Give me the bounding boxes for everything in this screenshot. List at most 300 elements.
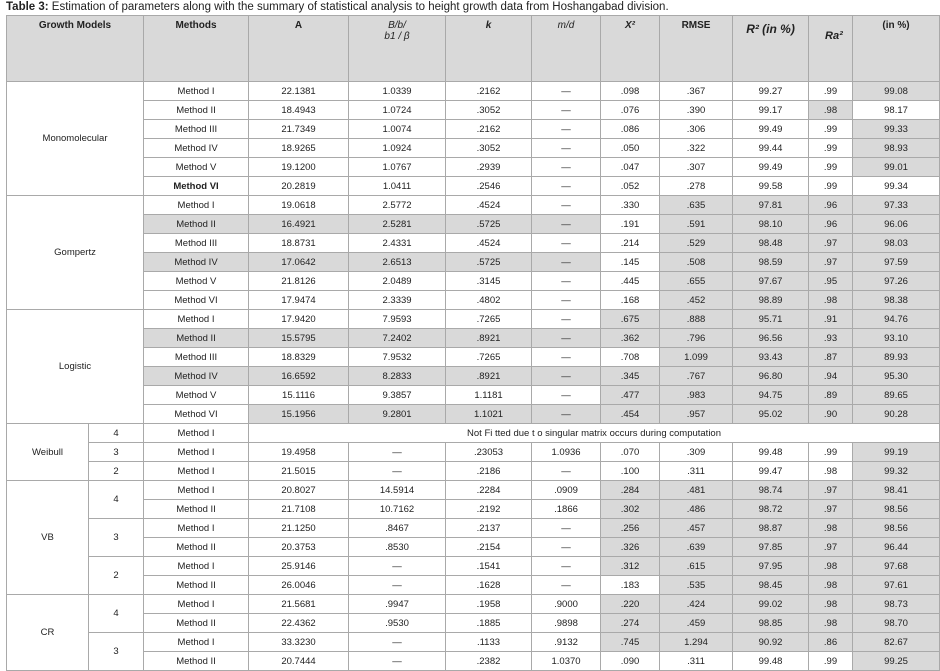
r2-cell: 99.27 <box>733 82 809 101</box>
r2-cell: 93.43 <box>733 348 809 367</box>
ra-cell: .98 <box>809 291 853 310</box>
b-cell: .9947 <box>349 595 446 614</box>
r2-cell: 98.48 <box>733 234 809 253</box>
md-cell: 1.0936 <box>532 443 601 462</box>
r2-cell: 98.74 <box>733 481 809 500</box>
method-cell: Method I <box>144 481 249 500</box>
b-cell: 1.0724 <box>349 101 446 120</box>
method-cell: Method II <box>144 500 249 519</box>
r2-cell: 98.87 <box>733 519 809 538</box>
pct-cell: 97.61 <box>853 576 940 595</box>
md-cell: — <box>532 557 601 576</box>
method-cell: Method IV <box>144 367 249 386</box>
k-cell: .2162 <box>446 120 532 139</box>
method-cell: Method V <box>144 158 249 177</box>
b-cell: .9530 <box>349 614 446 633</box>
a-cell: 33.3230 <box>249 633 349 652</box>
table-caption <box>6 1 669 13</box>
r2-cell: 99.44 <box>733 139 809 158</box>
rmse-cell: .767 <box>660 367 733 386</box>
model-gompertz: Gompertz <box>7 196 144 310</box>
k-cell: .4524 <box>446 234 532 253</box>
b-cell: 10.7162 <box>349 500 446 519</box>
a-cell: 20.3753 <box>249 538 349 557</box>
a-cell: 15.5795 <box>249 329 349 348</box>
r2-cell: 96.56 <box>733 329 809 348</box>
pct-cell: 98.41 <box>853 481 940 500</box>
rmse-cell: .529 <box>660 234 733 253</box>
rmse-cell: .635 <box>660 196 733 215</box>
method-cell: Method VI <box>144 405 249 424</box>
r2-cell: 97.95 <box>733 557 809 576</box>
b-cell: — <box>349 652 446 671</box>
md-cell: — <box>532 139 601 158</box>
pct-cell: 99.25 <box>853 652 940 671</box>
pct-cell: 99.33 <box>853 120 940 139</box>
pct-cell: 82.67 <box>853 633 940 652</box>
b-cell: 1.0411 <box>349 177 446 196</box>
k-cell: 1.1021 <box>446 405 532 424</box>
a-cell: 21.5681 <box>249 595 349 614</box>
b-cell: 9.2801 <box>349 405 446 424</box>
table-row <box>7 139 940 158</box>
b-cell: 2.4331 <box>349 234 446 253</box>
x2-cell: .052 <box>601 177 660 196</box>
method-cell: Method I <box>144 82 249 101</box>
method-cell: Method I <box>144 633 249 652</box>
ra-cell: .97 <box>809 253 853 272</box>
x2-cell: .191 <box>601 215 660 234</box>
table-row <box>7 215 940 234</box>
model-monomolecular: Monomolecular <box>7 82 144 196</box>
b-cell: 7.9593 <box>349 310 446 329</box>
header-row <box>7 16 940 82</box>
r2-cell: 98.10 <box>733 215 809 234</box>
rmse-cell: .796 <box>660 329 733 348</box>
md-cell: — <box>532 196 601 215</box>
method-cell: Method I <box>144 595 249 614</box>
b-cell: 2.6513 <box>349 253 446 272</box>
x2-cell: .076 <box>601 101 660 120</box>
r2-cell: 99.58 <box>733 177 809 196</box>
b-cell: 14.5914 <box>349 481 446 500</box>
k-cell: .2382 <box>446 652 532 671</box>
k-cell: .2137 <box>446 519 532 538</box>
ra-cell: .98 <box>809 519 853 538</box>
rmse-cell: .655 <box>660 272 733 291</box>
rmse-cell: .390 <box>660 101 733 120</box>
b-cell: 1.0074 <box>349 120 446 139</box>
pct-cell: 90.28 <box>853 405 940 424</box>
pct-cell: 96.06 <box>853 215 940 234</box>
k-cell: .2154 <box>446 538 532 557</box>
k-cell: .3052 <box>446 139 532 158</box>
x2-cell: .100 <box>601 462 660 481</box>
k-cell: .2939 <box>446 158 532 177</box>
b-cell: — <box>349 633 446 652</box>
r2-cell: 99.47 <box>733 462 809 481</box>
rmse-cell: .367 <box>660 82 733 101</box>
x2-cell: .047 <box>601 158 660 177</box>
method-cell: Method I <box>144 557 249 576</box>
pct-cell: 99.32 <box>853 462 940 481</box>
pct-cell: 98.38 <box>853 291 940 310</box>
a-cell: 18.8731 <box>249 234 349 253</box>
x2-cell: .098 <box>601 82 660 101</box>
r2-cell: 97.85 <box>733 538 809 557</box>
md-cell: — <box>532 538 601 557</box>
md-cell: — <box>532 272 601 291</box>
table-row <box>7 405 940 424</box>
method-cell: Method II <box>144 329 249 348</box>
a-cell: 18.4943 <box>249 101 349 120</box>
r2-cell: 97.81 <box>733 196 809 215</box>
rmse-cell: .888 <box>660 310 733 329</box>
b-cell: 2.3339 <box>349 291 446 310</box>
table-row <box>7 291 940 310</box>
a-cell: 21.7108 <box>249 500 349 519</box>
method-cell: Method I <box>144 443 249 462</box>
x2-cell: .345 <box>601 367 660 386</box>
md-cell: — <box>532 291 601 310</box>
ra-cell: .97 <box>809 500 853 519</box>
md-cell: — <box>532 310 601 329</box>
header-rmse: RMSE <box>660 16 733 82</box>
pct-cell: 98.03 <box>853 234 940 253</box>
method-cell: Method VI <box>144 291 249 310</box>
rmse-cell: .639 <box>660 538 733 557</box>
x2-cell: .145 <box>601 253 660 272</box>
rmse-cell: .307 <box>660 158 733 177</box>
md-cell: .9000 <box>532 595 601 614</box>
table-row <box>7 234 940 253</box>
b-cell: 2.5281 <box>349 215 446 234</box>
model-logistic: Logistic <box>7 310 144 424</box>
k-cell: .2284 <box>446 481 532 500</box>
subgroup-cell: 2 <box>89 557 144 595</box>
md-cell: — <box>532 462 601 481</box>
k-cell: .1133 <box>446 633 532 652</box>
table-row <box>7 519 940 538</box>
caption-label: Table 3: <box>6 1 49 13</box>
x2-cell: .708 <box>601 348 660 367</box>
k-cell: .2162 <box>446 82 532 101</box>
md-cell: — <box>532 101 601 120</box>
k-cell: .2186 <box>446 462 532 481</box>
rmse-cell: .983 <box>660 386 733 405</box>
x2-cell: .274 <box>601 614 660 633</box>
ra-cell: .97 <box>809 481 853 500</box>
a-cell: 22.1381 <box>249 82 349 101</box>
parameter-table <box>6 15 940 671</box>
x2-cell: .220 <box>601 595 660 614</box>
method-cell: Method V <box>144 272 249 291</box>
r2-cell: 90.92 <box>733 633 809 652</box>
x2-cell: .183 <box>601 576 660 595</box>
r2-cell: 98.59 <box>733 253 809 272</box>
rmse-cell: .278 <box>660 177 733 196</box>
md-cell: — <box>532 386 601 405</box>
x2-cell: .326 <box>601 538 660 557</box>
ra-cell: .99 <box>809 82 853 101</box>
x2-cell: .302 <box>601 500 660 519</box>
a-cell: 19.1200 <box>249 158 349 177</box>
k-cell: .4802 <box>446 291 532 310</box>
ra-cell: .99 <box>809 158 853 177</box>
md-cell: — <box>532 253 601 272</box>
md-cell: — <box>532 367 601 386</box>
table-row <box>7 386 940 405</box>
k-cell: .4524 <box>446 196 532 215</box>
x2-cell: .477 <box>601 386 660 405</box>
header-ra2: Ra² <box>809 16 853 82</box>
ra-cell: .99 <box>809 177 853 196</box>
r2-cell: 99.49 <box>733 158 809 177</box>
x2-cell: .168 <box>601 291 660 310</box>
ra-cell: .96 <box>809 196 853 215</box>
k-cell: .7265 <box>446 348 532 367</box>
b-cell: 9.3857 <box>349 386 446 405</box>
table-row <box>7 633 940 652</box>
a-cell: 17.9474 <box>249 291 349 310</box>
a-cell: 19.4958 <box>249 443 349 462</box>
method-cell: Method III <box>144 120 249 139</box>
md-cell: — <box>532 576 601 595</box>
table-row <box>7 367 940 386</box>
pct-cell: 98.93 <box>853 139 940 158</box>
ra-cell: .98 <box>809 557 853 576</box>
table-row <box>7 652 940 671</box>
table-row <box>7 576 940 595</box>
b-cell: 1.0924 <box>349 139 446 158</box>
ra-cell: .91 <box>809 310 853 329</box>
rmse-cell: .311 <box>660 462 733 481</box>
method-cell: Method IV <box>144 253 249 272</box>
k-cell: 1.1181 <box>446 386 532 405</box>
r2-cell: 99.49 <box>733 120 809 139</box>
ra-cell: .98 <box>809 462 853 481</box>
b-cell: 2.0489 <box>349 272 446 291</box>
rmse-cell: .481 <box>660 481 733 500</box>
pct-cell: 97.59 <box>853 253 940 272</box>
method-cell: Method VI <box>144 177 249 196</box>
a-cell: 18.8329 <box>249 348 349 367</box>
method-cell: Method II <box>144 652 249 671</box>
table-row <box>7 196 940 215</box>
a-cell: 17.0642 <box>249 253 349 272</box>
rmse-cell: .459 <box>660 614 733 633</box>
method-cell: Method I <box>144 519 249 538</box>
table-row <box>7 595 940 614</box>
a-cell: 15.1116 <box>249 386 349 405</box>
x2-cell: .312 <box>601 557 660 576</box>
table-row <box>7 177 940 196</box>
ra-cell: .93 <box>809 329 853 348</box>
ra-cell: .90 <box>809 405 853 424</box>
pct-cell: 99.19 <box>853 443 940 462</box>
pct-cell: 97.26 <box>853 272 940 291</box>
md-cell: — <box>532 519 601 538</box>
method-cell: Method I <box>144 310 249 329</box>
r2-cell: 94.75 <box>733 386 809 405</box>
pct-cell: 98.56 <box>853 519 940 538</box>
k-cell: .1541 <box>446 557 532 576</box>
r2-cell: 99.48 <box>733 443 809 462</box>
rmse-cell: .457 <box>660 519 733 538</box>
method-cell: Method V <box>144 386 249 405</box>
k-cell: .8921 <box>446 329 532 348</box>
r2-cell: 97.67 <box>733 272 809 291</box>
pct-cell: 98.56 <box>853 500 940 519</box>
md-cell: — <box>532 215 601 234</box>
a-cell: 20.7444 <box>249 652 349 671</box>
header-methods: Methods <box>144 16 249 82</box>
pct-cell: 96.44 <box>853 538 940 557</box>
b-cell: — <box>349 576 446 595</box>
method-cell: Method I <box>144 462 249 481</box>
k-cell: .8921 <box>446 367 532 386</box>
header-b-line2: b1 / β <box>384 31 410 42</box>
header-a: A <box>249 16 349 82</box>
a-cell: 19.0618 <box>249 196 349 215</box>
r2-cell: 99.48 <box>733 652 809 671</box>
ra-cell: .97 <box>809 234 853 253</box>
a-cell: 21.5015 <box>249 462 349 481</box>
ra-cell: .99 <box>809 443 853 462</box>
method-cell: Method II <box>144 614 249 633</box>
md-cell: .9898 <box>532 614 601 633</box>
table-row <box>7 481 940 500</box>
md-cell: .9132 <box>532 633 601 652</box>
x2-cell: .090 <box>601 652 660 671</box>
b-cell: — <box>349 557 446 576</box>
r2-cell: 98.72 <box>733 500 809 519</box>
table-row <box>7 310 940 329</box>
method-cell: Method I <box>144 424 249 443</box>
x2-cell: .256 <box>601 519 660 538</box>
pct-cell: 93.10 <box>853 329 940 348</box>
md-cell: — <box>532 405 601 424</box>
pct-cell: 99.08 <box>853 82 940 101</box>
a-cell: 21.8126 <box>249 272 349 291</box>
table-row <box>7 500 940 519</box>
method-cell: Method III <box>144 234 249 253</box>
ra-cell: .89 <box>809 386 853 405</box>
pct-cell: 97.68 <box>853 557 940 576</box>
b-cell: .8530 <box>349 538 446 557</box>
ra-cell: .98 <box>809 595 853 614</box>
md-cell: — <box>532 234 601 253</box>
b-cell: 8.2833 <box>349 367 446 386</box>
x2-cell: .086 <box>601 120 660 139</box>
method-cell: Method II <box>144 215 249 234</box>
table-row <box>7 158 940 177</box>
k-cell: .1885 <box>446 614 532 633</box>
rmse-cell: .322 <box>660 139 733 158</box>
rmse-cell: .309 <box>660 443 733 462</box>
table-row <box>7 538 940 557</box>
table-row <box>7 557 940 576</box>
k-cell: .3052 <box>446 101 532 120</box>
b-cell: — <box>349 462 446 481</box>
x2-cell: .362 <box>601 329 660 348</box>
table-row <box>7 348 940 367</box>
x2-cell: .330 <box>601 196 660 215</box>
pct-cell: 98.70 <box>853 614 940 633</box>
r2-cell: 99.17 <box>733 101 809 120</box>
md-cell: 1.0370 <box>532 652 601 671</box>
b-cell: 1.0767 <box>349 158 446 177</box>
pct-cell: 95.30 <box>853 367 940 386</box>
subgroup-cell: 4 <box>89 595 144 633</box>
table-row <box>7 329 940 348</box>
pct-cell: 97.33 <box>853 196 940 215</box>
k-cell: .1958 <box>446 595 532 614</box>
a-cell: 16.4921 <box>249 215 349 234</box>
rmse-cell: 1.099 <box>660 348 733 367</box>
header-k: k <box>446 16 532 82</box>
table-row <box>7 443 940 462</box>
pct-cell: 89.65 <box>853 386 940 405</box>
model-cr: CR <box>7 595 89 671</box>
md-cell: — <box>532 177 601 196</box>
a-cell: 16.6592 <box>249 367 349 386</box>
r2-cell: 95.71 <box>733 310 809 329</box>
subgroup-cell: 2 <box>89 462 144 481</box>
pct-cell: 98.17 <box>853 101 940 120</box>
method-cell: Method I <box>144 196 249 215</box>
pct-cell: 99.34 <box>853 177 940 196</box>
header-md: m/d <box>532 16 601 82</box>
rmse-cell: .591 <box>660 215 733 234</box>
subgroup-cell: 3 <box>89 519 144 557</box>
subgroup-cell: 3 <box>89 443 144 462</box>
weibull-not-fitted-note: Not Fi tted due t o singular matrix occurs during computation <box>249 424 940 443</box>
rmse-cell: .535 <box>660 576 733 595</box>
md-cell: — <box>532 329 601 348</box>
k-cell: .23053 <box>446 443 532 462</box>
ra-cell: .99 <box>809 120 853 139</box>
rmse-cell: .424 <box>660 595 733 614</box>
x2-cell: .284 <box>601 481 660 500</box>
x2-cell: .745 <box>601 633 660 652</box>
header-growth-models: Growth Models <box>7 16 144 82</box>
ra-cell: .94 <box>809 367 853 386</box>
header-x2: X² <box>601 16 660 82</box>
method-cell: Method IV <box>144 139 249 158</box>
a-cell: 21.7349 <box>249 120 349 139</box>
ra-cell: .98 <box>809 614 853 633</box>
header-pct: (in %) <box>853 16 940 82</box>
method-cell: Method II <box>144 538 249 557</box>
model-weibull: Weibull <box>7 424 89 481</box>
a-cell: 21.1250 <box>249 519 349 538</box>
a-cell: 17.9420 <box>249 310 349 329</box>
header-r2: R² (in %) <box>733 16 809 82</box>
table-row <box>7 101 940 120</box>
md-cell: .0909 <box>532 481 601 500</box>
ra-cell: .99 <box>809 139 853 158</box>
x2-cell: .675 <box>601 310 660 329</box>
x2-cell: .050 <box>601 139 660 158</box>
x2-cell: .070 <box>601 443 660 462</box>
method-cell: Method II <box>144 101 249 120</box>
table-row <box>7 614 940 633</box>
table-row <box>7 82 940 101</box>
ra-cell: .95 <box>809 272 853 291</box>
subgroup-cell: 4 <box>89 424 144 443</box>
md-cell: — <box>532 348 601 367</box>
